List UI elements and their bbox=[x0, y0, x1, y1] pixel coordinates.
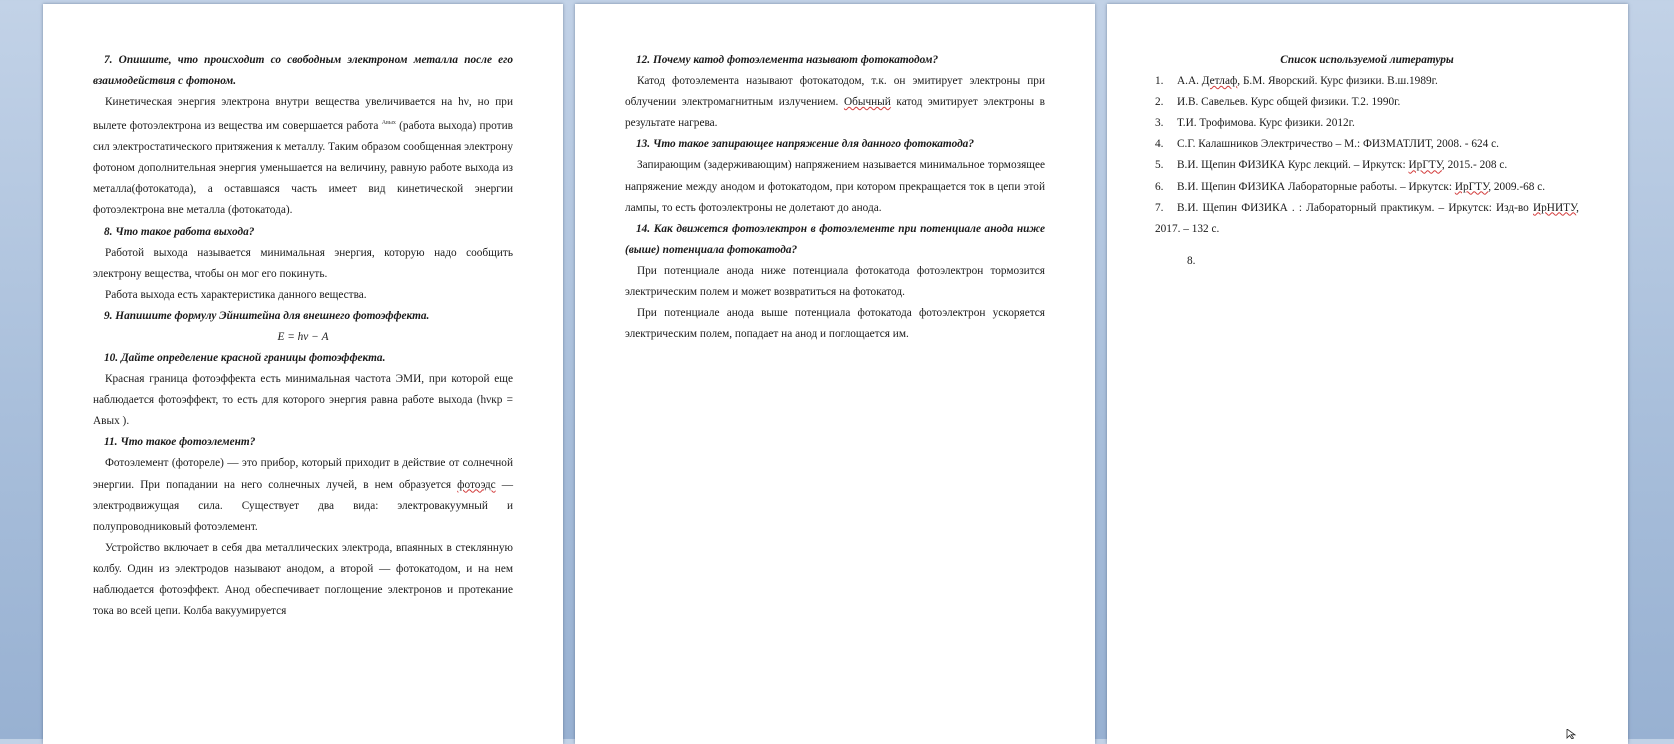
empty-list-item: 8. bbox=[1187, 255, 1196, 268]
reference-item: 2. И.В. Савельев. Курс общей физики. Т.2. 1990г. bbox=[1155, 96, 1401, 109]
answer-11-2: Устройство включает в себя два металлических электрода, впаянных в стеклянную колбу. Один из электродов называют анодом, а второй — фотокатодом, и на нем наблюдается фотоэффект. Анод обеспечивает поглощение электронов и протекание тока во всей цепи. Колба вакуумируется bbox=[93, 541, 513, 618]
page-2-text bbox=[625, 50, 1045, 345]
document-page-1[interactable] bbox=[43, 4, 563, 744]
answer-8-2: Работа выхода есть характеристика данного вещества. bbox=[105, 288, 367, 301]
document-page-2[interactable] bbox=[575, 4, 1095, 744]
reference-item: 1. А.А. Детлаф, Б.М. Яворский. Курс физики. В.ш.1989г. bbox=[1155, 75, 1438, 88]
question-13: 13. Что такое запирающее напряжение для данного фотокатода? bbox=[636, 138, 974, 151]
question-7: 7. Опишите, что происходит со свободным электроном металла после его взаимодействия с фотоном. bbox=[93, 54, 513, 88]
reference-item: 6. В.И. Щепин ФИЗИКА Лабораторные работы. – Иркутск: ИрГТУ, 2009.-68 с. bbox=[1155, 180, 1546, 193]
mouse-cursor-icon bbox=[1566, 729, 1578, 739]
question-10: 10. Дайте определение красной границы фотоэффекта. bbox=[104, 351, 386, 364]
reference-item: 7. В.И. Щепин ФИЗИКА . : Лабораторный практикум. – Иркутск: Изд-во ИрНИТУ, 2017. – 132 с. bbox=[1155, 201, 1579, 235]
answer-11-1: Фотоэлемент (фотореле) — это прибор, который приходит в действие от солнечной энергии. При попадании на него солнечных лучей, в нем образуется фотоэдс — электродвижущая сила. Существует два вида: электровакуумный и полупроводниковый фотоэлемент. bbox=[93, 457, 513, 533]
bibliography-title: Список используемой литературы bbox=[1280, 54, 1454, 66]
spelling-flag: ИрНИТУ bbox=[1532, 201, 1577, 214]
reference-item: 4. С.Г. Калашников Электричество – М.: ФИЗМАТЛИТ, 2008. - 624 с. bbox=[1155, 138, 1499, 151]
question-9: 9. Напишите формулу Эйнштейна для внешнего фотоэффекта. bbox=[104, 309, 430, 322]
document-page-3[interactable] bbox=[1107, 4, 1628, 744]
einstein-formula: E = hν − A bbox=[277, 330, 329, 343]
reference-item: 5. В.И. Щепин ФИЗИКА Курс лекций. – Иркутск: ИрГТУ, 2015.- 208 с. bbox=[1155, 159, 1508, 172]
answer-14-1: При потенциале анода ниже потенциала фотокатода фотоэлектрон тормозится электрическим полем и может возвратиться на фотокатод. bbox=[625, 264, 1045, 299]
spelling-flag: ИрГТУ bbox=[1408, 159, 1442, 172]
answer-13: Запирающим (задерживающим) напряжением называется минимальное тормозящее напряжение между анодом и фотокатодом, при котором прекращается ток в цепи этой лампы, то есть фотоэлектроны не долетают до анода. bbox=[625, 159, 1045, 214]
work-function-symbol: Aвых bbox=[381, 120, 396, 127]
answer-7: Кинетическая энергия электрона внутри вещества увеличивается на hν, но при вылете фотоэлектрона из вещества им совершается работа $^{Aвых}$ (работа выхода) против сил электростатического притяжения к металлу. Таким образом сообщенная электрону фотоном дополнительная энергия уменьшается на величину, равную работе выхода из металла(фотокатода), а оставшаяся часть имеет вид кинетической энергии фотоэлектрона вне металла (фотокатода). bbox=[93, 96, 513, 217]
spelling-flag: Детлаф bbox=[1201, 75, 1238, 88]
page-3-text bbox=[1155, 50, 1579, 284]
question-11: 11. Что такое фотоэлемент? bbox=[104, 436, 256, 449]
answer-14-2: При потенциале анода выше потенциала фотокатода фотоэлектрон ускоряется электрическим полем, попадает на анод и поглощается им. bbox=[625, 307, 1045, 341]
spelling-flag: ИрГТУ bbox=[1454, 180, 1489, 193]
spelling-flag: Обычный bbox=[843, 96, 891, 109]
question-8: 8. Что такое работа выхода? bbox=[104, 225, 255, 238]
answer-8-1: Работой выхода называется минимальная энергия, которую надо сообщить электрону вещества, чтобы он мог его покинуть. bbox=[93, 246, 513, 280]
question-14: 14. Как движется фотоэлектрон в фотоэлементе при потенциале анода ниже (выше) потенциала фотокатода? bbox=[625, 222, 1045, 256]
page-1-text bbox=[93, 50, 513, 622]
spelling-flag: фотоэдс bbox=[457, 478, 496, 491]
answer-10: Красная граница фотоэффекта есть минимальная частота ЭМИ, при которой еще наблюдается фотоэффект, то есть для которого энергия равна работе выхода (hνкр = Aвых ). bbox=[93, 373, 513, 428]
answer-12: Катод фотоэлемента называют фотокатодом, т.к. он эмитирует электроны при облучении электромагнитным излучением. Обычный катод эмитирует электроны в результате нагрева. bbox=[625, 75, 1045, 130]
reference-item: 3. Т.И. Трофимова. Курс физики. 2012г. bbox=[1155, 117, 1355, 130]
question-12: 12. Почему катод фотоэлемента называют фотокатодом? bbox=[636, 54, 939, 66]
reference-list bbox=[1155, 71, 1579, 240]
